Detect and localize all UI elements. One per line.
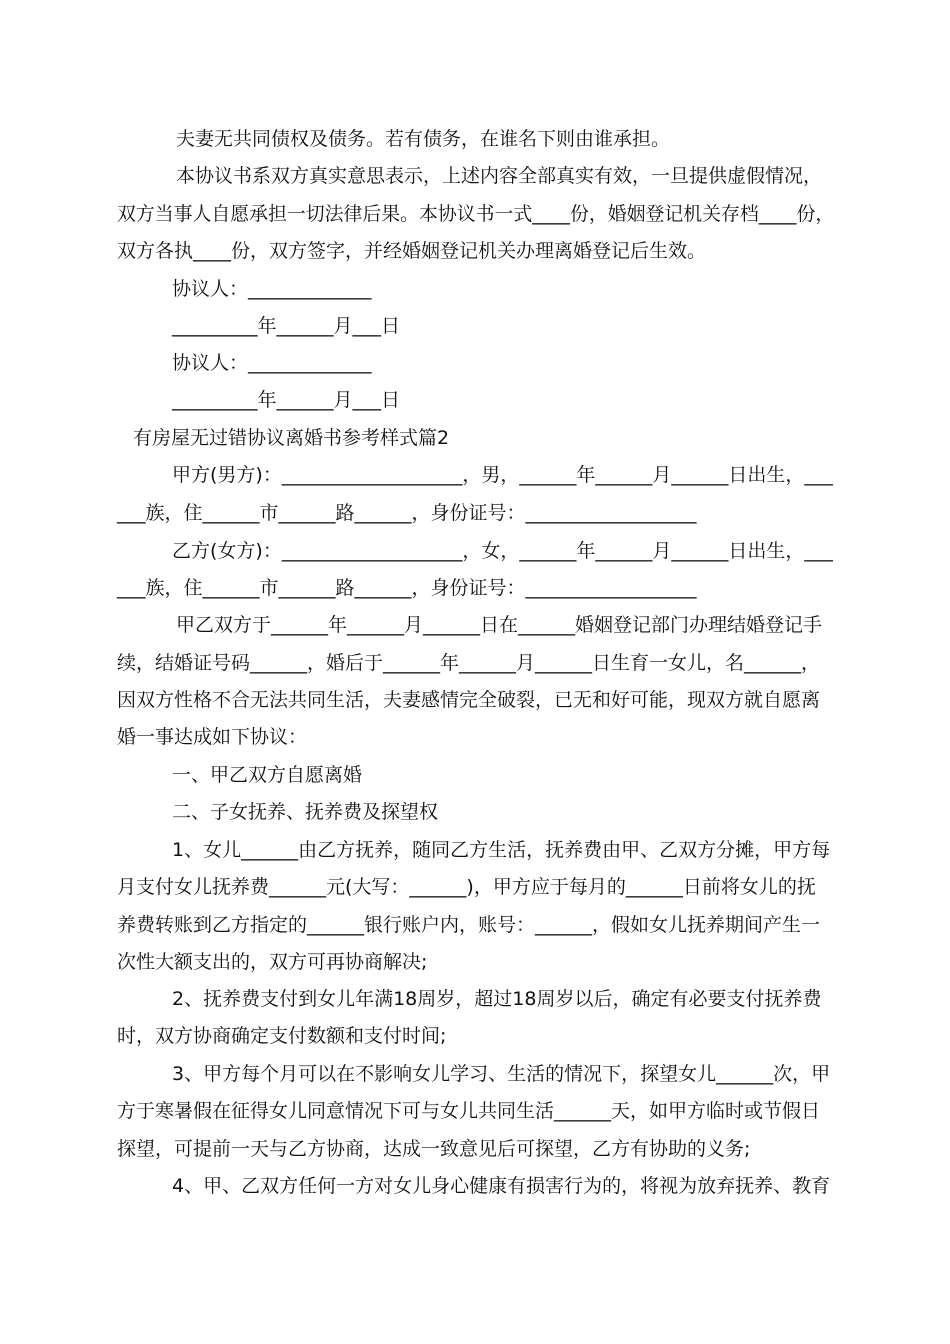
text-line: 4、甲、乙双方任何一方对女儿身心健康有损害行为的，将视为放弃抚养、教育	[172, 1175, 831, 1197]
clause-heading: 一、甲乙双方自愿离婚	[172, 764, 363, 786]
signature-line: 协议人：_____________	[172, 278, 372, 300]
text-line: 方于寒暑假在征得女儿同意情况下可与女儿共同生活______天，如甲方临时或节假日	[117, 1100, 821, 1122]
text-line: 双方当事人自愿承担一切法律后果。本协议书一式____份，婚姻登记机关存档____份，	[117, 203, 835, 225]
date-line: _________年______月___日	[172, 315, 401, 337]
text-line: 婚一事达成如下协议：	[117, 726, 308, 748]
text-line: 2、抚养费支付到女儿年满18周岁，超过18周岁以后，确定有必要支付抚养费	[172, 988, 822, 1010]
text-line: 时，双方协商确定支付数额和支付时间;	[117, 1025, 447, 1047]
text-line: 续，结婚证号码______，婚后于______年______月______日生育一女儿，名______，	[117, 652, 821, 674]
text-line: ___族，住______市______路______，身份证号：__________________	[117, 577, 697, 599]
text-line: 次性大额支出的，双方可再协商解决;	[117, 951, 428, 973]
text-line: 月支付女儿抚养费______元(大写：______)，甲方应于每月的______日前将女儿的抚	[117, 876, 816, 898]
text-line: 夫妻无共同债权及债务。若有债务，在谁名下则由谁承担。	[176, 128, 671, 150]
text-line: 甲方(男方)：___________________，男，______年______月______日出生，___	[172, 464, 833, 486]
clause-heading: 二、子女抚养、抚养费及探望权	[172, 801, 439, 823]
text-line: 探望，可提前一天与乙方协商，达成一致意见后可探望，乙方有协助的义务;	[117, 1138, 751, 1160]
date-line: _________年______月___日	[172, 389, 401, 411]
text-line: 养费转账到乙方指定的______银行账户内，账号：______，假如女儿抚养期间产生一	[117, 914, 821, 936]
text-line: 1、女儿______由乙方抚养，随同乙方生活，抚养费由甲、乙双方分摊，甲方每	[172, 839, 831, 861]
text-line: 乙方(女方)：___________________，女，______年______月______日出生，___	[172, 540, 833, 562]
signature-line: 协议人：_____________	[172, 352, 372, 374]
section-heading: 有房屋无过错协议离婚书参考样式篇2	[133, 427, 450, 449]
text-line: 本协议书系双方真实意思表示，上述内容全部真实有效，一旦提供虚假情况，	[176, 165, 823, 187]
text-line: 双方各执____份，双方签字，并经婚姻登记机关办理离婚登记后生效。	[117, 240, 707, 262]
text-line: 甲乙双方于______年______月______日在______婚姻登记部门办理结婚登记手	[176, 614, 823, 636]
text-line: 因双方性格不合无法共同生活，夫妻感情完全破裂，已无和好可能，现双方就自愿离	[117, 689, 821, 711]
text-line: 3、甲方每个月可以在不影响女儿学习、生活的情况下，探望女儿______次，甲	[172, 1063, 831, 1085]
text-line: ___族，住______市______路______，身份证号：__________________	[117, 502, 697, 524]
